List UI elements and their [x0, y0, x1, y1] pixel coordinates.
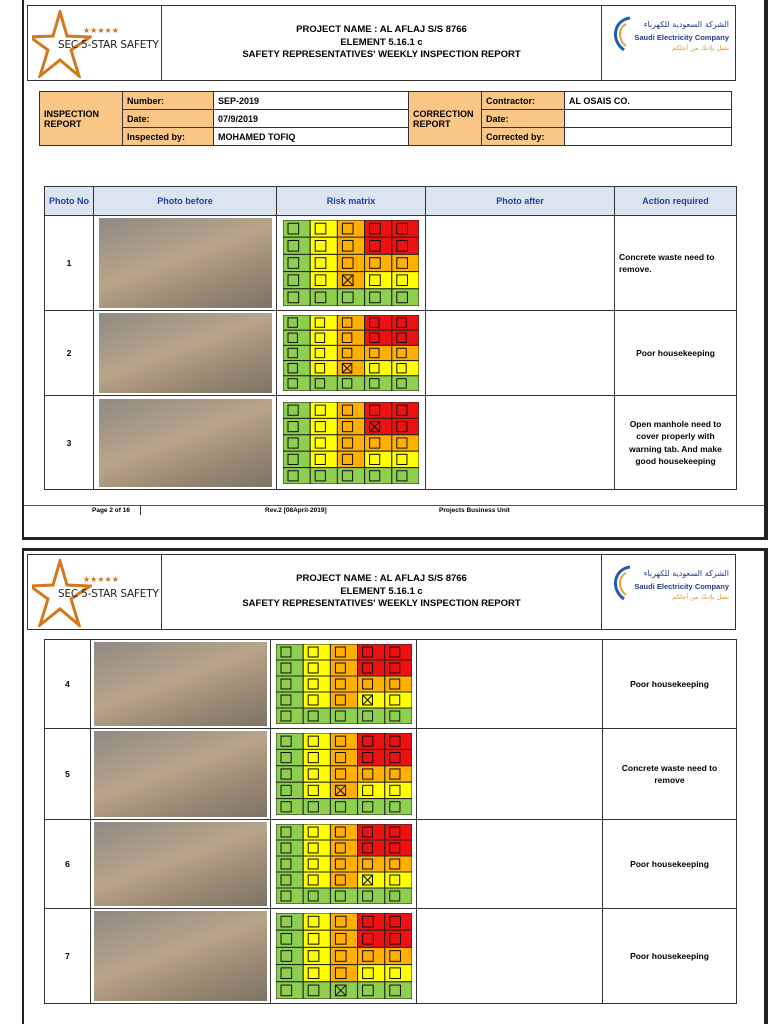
matrix-cell — [283, 330, 310, 345]
photo-before-image[interactable] — [94, 911, 267, 1001]
photo-number: 1 — [45, 216, 94, 311]
matrix-cell — [392, 330, 419, 345]
matrix-cell — [276, 749, 303, 765]
photo-before-cell — [91, 909, 271, 1004]
matrix-cell — [303, 930, 330, 947]
matrix-cell — [365, 451, 392, 467]
report-title: SAFETY REPRESENTATIVES' WEEKLY INSPECTION REPORT — [242, 598, 521, 610]
matrix-cell — [330, 660, 357, 676]
company-name-arabic: الشركة السعودية للكهرباء — [643, 20, 729, 29]
matrix-cell — [365, 361, 392, 376]
photo-before-image[interactable] — [94, 731, 267, 817]
matrix-cell — [310, 451, 337, 467]
photo-after-cell — [417, 729, 603, 820]
logo-text: SEC 5-STAR SAFETY — [58, 39, 159, 51]
action-required-text: Open manhole need to cover properly with warning tab. And make good housekeeping — [615, 396, 737, 490]
photo-number: 3 — [45, 396, 94, 490]
matrix-cell — [384, 856, 411, 872]
five-star-safety-logo — [28, 555, 162, 629]
sec-company-logo — [602, 6, 735, 80]
matrix-cell — [337, 451, 364, 467]
matrix-cell — [283, 237, 310, 254]
matrix-cell — [330, 766, 357, 782]
photo-number: 6 — [45, 820, 91, 909]
table-row — [45, 640, 737, 729]
matrix-cell — [384, 872, 411, 888]
risk-matrix-cell — [271, 729, 417, 820]
matrix-cell — [276, 692, 303, 708]
photo-number: 7 — [45, 909, 91, 1004]
matrix-cell — [357, 708, 384, 724]
matrix-cell — [392, 237, 419, 254]
correction-date-label: Date: — [482, 110, 565, 128]
photo-after-cell — [426, 216, 615, 311]
element-code: ELEMENT 5.16.1 c — [340, 36, 423, 48]
action-required-text: Poor housekeeping — [603, 909, 737, 1004]
matrix-cell — [310, 402, 337, 418]
photo-before-image[interactable] — [99, 313, 272, 393]
project-name: PROJECT NAME : AL AFLAJ S/S 8766 — [296, 24, 467, 36]
matrix-cell — [384, 824, 411, 840]
matrix-cell — [365, 330, 392, 345]
logo-stars: ★★★★★ — [83, 575, 119, 584]
matrix-cell — [310, 272, 337, 289]
matrix-cell — [384, 676, 411, 692]
matrix-cell — [330, 676, 357, 692]
matrix-cell — [384, 733, 411, 749]
matrix-cell — [337, 345, 364, 360]
report-info-table — [39, 91, 732, 146]
matrix-cell — [384, 644, 411, 660]
matrix-cell — [384, 782, 411, 798]
footer-divider — [140, 506, 141, 515]
correction-date-value — [565, 110, 732, 128]
matrix-cell — [357, 965, 384, 982]
matrix-cell — [337, 272, 364, 289]
matrix-cell — [283, 254, 310, 271]
revision: Rev.2 [08April-2019] — [265, 507, 327, 514]
matrix-cell — [276, 947, 303, 964]
company-name-english: Saudi Electricity Company — [634, 582, 729, 591]
photo-after-cell — [417, 909, 603, 1004]
photo-after-cell — [426, 396, 615, 490]
matrix-cell — [392, 315, 419, 330]
risk-matrix-cell — [277, 396, 426, 490]
matrix-cell — [330, 824, 357, 840]
matrix-cell — [392, 434, 419, 450]
matrix-cell — [365, 289, 392, 306]
matrix-cell — [384, 947, 411, 964]
matrix-cell — [330, 799, 357, 815]
matrix-cell — [384, 766, 411, 782]
matrix-cell — [303, 840, 330, 856]
photo-before-image[interactable] — [99, 399, 272, 487]
matrix-cell — [365, 418, 392, 434]
matrix-cell — [357, 947, 384, 964]
matrix-cell — [303, 749, 330, 765]
matrix-cell — [392, 418, 419, 434]
matrix-cell — [392, 220, 419, 237]
photo-after-cell — [417, 640, 603, 729]
risk-matrix-cell — [271, 640, 417, 729]
matrix-cell — [276, 824, 303, 840]
matrix-cell — [365, 315, 392, 330]
matrix-cell — [357, 749, 384, 765]
matrix-cell — [384, 840, 411, 856]
matrix-cell — [303, 692, 330, 708]
matrix-cell — [283, 289, 310, 306]
matrix-cell — [303, 982, 330, 999]
matrix-cell — [330, 692, 357, 708]
matrix-cell — [357, 872, 384, 888]
report-title-block — [162, 6, 602, 80]
matrix-cell — [384, 913, 411, 930]
logo-text: SEC 5-STAR SAFETY — [58, 588, 159, 600]
date-label: Date: — [123, 110, 214, 128]
matrix-cell — [310, 220, 337, 237]
matrix-cell — [365, 434, 392, 450]
matrix-cell — [303, 872, 330, 888]
matrix-cell — [330, 872, 357, 888]
matrix-cell — [283, 434, 310, 450]
inspection-report-label: INSPECTION REPORT — [40, 92, 123, 146]
matrix-cell — [357, 766, 384, 782]
number-value: SEP-2019 — [214, 92, 409, 110]
column-photo-before: Photo before — [94, 187, 277, 216]
matrix-cell — [384, 965, 411, 982]
risk-matrix — [276, 644, 412, 724]
matrix-cell — [357, 733, 384, 749]
matrix-cell — [357, 888, 384, 904]
contractor-label: Contractor: — [482, 92, 565, 110]
matrix-cell — [357, 913, 384, 930]
inspected-by-value: MOHAMED TOFIQ — [214, 128, 409, 146]
business-unit: Projects Business Unit — [439, 507, 510, 514]
risk-matrix — [276, 733, 412, 815]
matrix-cell — [303, 644, 330, 660]
photo-before-cell — [91, 820, 271, 909]
photo-after-cell — [426, 311, 615, 396]
matrix-cell — [392, 289, 419, 306]
matrix-cell — [384, 708, 411, 724]
correction-report-label: CORRECTION REPORT — [409, 92, 482, 146]
matrix-cell — [392, 254, 419, 271]
matrix-cell — [365, 345, 392, 360]
report-page-1 — [22, 0, 768, 540]
column-risk-matrix: Risk matrix — [277, 187, 426, 216]
matrix-cell — [330, 982, 357, 999]
action-required-text: Poor housekeeping — [615, 311, 737, 396]
matrix-cell — [303, 766, 330, 782]
matrix-cell — [365, 467, 392, 483]
report-header — [27, 5, 736, 81]
matrix-cell — [384, 930, 411, 947]
photo-number: 5 — [45, 729, 91, 820]
matrix-cell — [283, 345, 310, 360]
matrix-cell — [392, 451, 419, 467]
action-required-text: Poor housekeeping — [603, 820, 737, 909]
company-tagline: نصل بإذنك من أجلكم — [672, 44, 729, 52]
date-value: 07/9/2019 — [214, 110, 409, 128]
corrected-by-value — [565, 128, 732, 146]
risk-matrix-cell — [277, 216, 426, 311]
matrix-cell — [392, 361, 419, 376]
matrix-cell — [365, 376, 392, 391]
matrix-cell — [276, 676, 303, 692]
matrix-cell — [357, 692, 384, 708]
report-header — [27, 554, 736, 630]
matrix-cell — [276, 965, 303, 982]
company-tagline: نصل بإذنك من أجلكم — [672, 593, 729, 601]
matrix-cell — [283, 418, 310, 434]
matrix-cell — [330, 749, 357, 765]
matrix-cell — [303, 733, 330, 749]
matrix-cell — [357, 856, 384, 872]
inspected-by-label: Inspected by: — [123, 128, 214, 146]
action-required-text: Concrete waste need to remove. — [615, 216, 737, 311]
matrix-cell — [310, 434, 337, 450]
table-row — [45, 820, 737, 909]
report-title-block — [162, 555, 602, 629]
matrix-cell — [310, 254, 337, 271]
matrix-cell — [303, 913, 330, 930]
photo-before-image[interactable] — [94, 822, 267, 906]
matrix-cell — [330, 782, 357, 798]
matrix-cell — [392, 467, 419, 483]
matrix-cell — [303, 824, 330, 840]
risk-matrix-cell — [271, 820, 417, 909]
matrix-cell — [392, 376, 419, 391]
risk-matrix — [283, 402, 419, 484]
report-title: SAFETY REPRESENTATIVES' WEEKLY INSPECTION REPORT — [242, 49, 521, 61]
matrix-cell — [384, 692, 411, 708]
matrix-cell — [276, 660, 303, 676]
photo-before-image[interactable] — [94, 642, 267, 726]
matrix-cell — [283, 361, 310, 376]
matrix-cell — [337, 289, 364, 306]
report-page-2 — [22, 548, 768, 1024]
risk-matrix-cell — [277, 311, 426, 396]
photo-before-cell — [94, 396, 277, 490]
photo-before-image[interactable] — [99, 218, 272, 308]
photo-after-cell — [417, 820, 603, 909]
table-row — [45, 729, 737, 820]
corrected-by-label: Corrected by: — [482, 128, 565, 146]
matrix-cell — [330, 856, 357, 872]
table-row — [45, 216, 737, 311]
matrix-cell — [365, 237, 392, 254]
risk-matrix — [283, 220, 419, 306]
matrix-cell — [357, 982, 384, 999]
matrix-cell — [310, 315, 337, 330]
inspection-table-page-1 — [44, 186, 737, 490]
matrix-cell — [365, 254, 392, 271]
matrix-cell — [337, 361, 364, 376]
matrix-cell — [330, 888, 357, 904]
matrix-cell — [384, 888, 411, 904]
matrix-cell — [330, 913, 357, 930]
matrix-cell — [357, 782, 384, 798]
matrix-cell — [303, 708, 330, 724]
matrix-cell — [365, 272, 392, 289]
matrix-cell — [276, 766, 303, 782]
matrix-cell — [357, 660, 384, 676]
matrix-cell — [310, 237, 337, 254]
matrix-cell — [276, 708, 303, 724]
photo-before-cell — [91, 729, 271, 820]
matrix-cell — [337, 220, 364, 237]
matrix-cell — [310, 289, 337, 306]
matrix-cell — [330, 644, 357, 660]
matrix-cell — [337, 376, 364, 391]
company-name-english: Saudi Electricity Company — [634, 33, 729, 42]
matrix-cell — [337, 237, 364, 254]
company-name-arabic: الشركة السعودية للكهرباء — [643, 569, 729, 578]
matrix-cell — [357, 799, 384, 815]
risk-matrix — [276, 824, 412, 904]
matrix-cell — [310, 418, 337, 434]
matrix-cell — [330, 733, 357, 749]
matrix-cell — [276, 644, 303, 660]
matrix-cell — [276, 982, 303, 999]
matrix-cell — [357, 644, 384, 660]
matrix-cell — [357, 840, 384, 856]
column-photo-no: Photo No — [45, 187, 94, 216]
matrix-cell — [283, 402, 310, 418]
matrix-cell — [310, 376, 337, 391]
matrix-cell — [357, 824, 384, 840]
photo-number: 4 — [45, 640, 91, 729]
matrix-cell — [365, 220, 392, 237]
matrix-cell — [283, 451, 310, 467]
matrix-cell — [384, 799, 411, 815]
matrix-cell — [384, 749, 411, 765]
matrix-cell — [276, 913, 303, 930]
logo-stars: ★★★★★ — [83, 26, 119, 35]
number-label: Number: — [123, 92, 214, 110]
matrix-cell — [276, 888, 303, 904]
action-required-text: Concrete waste need to remove — [603, 729, 737, 820]
matrix-cell — [303, 676, 330, 692]
matrix-cell — [283, 272, 310, 289]
matrix-cell — [392, 272, 419, 289]
element-code: ELEMENT 5.16.1 c — [340, 585, 423, 597]
column-photo-after: Photo after — [426, 187, 615, 216]
matrix-cell — [310, 467, 337, 483]
matrix-cell — [310, 330, 337, 345]
sec-company-logo — [602, 555, 735, 629]
matrix-cell — [283, 467, 310, 483]
matrix-cell — [337, 467, 364, 483]
photo-before-cell — [94, 216, 277, 311]
matrix-cell — [337, 254, 364, 271]
matrix-cell — [276, 733, 303, 749]
matrix-cell — [392, 345, 419, 360]
matrix-cell — [357, 930, 384, 947]
matrix-cell — [330, 930, 357, 947]
column-action-required: Action required — [615, 187, 737, 216]
project-name: PROJECT NAME : AL AFLAJ S/S 8766 — [296, 573, 467, 585]
risk-matrix-cell — [271, 909, 417, 1004]
photo-before-cell — [94, 311, 277, 396]
photo-number: 2 — [45, 311, 94, 396]
action-required-text: Poor housekeeping — [603, 640, 737, 729]
inspection-table-page-2 — [44, 639, 737, 1004]
matrix-cell — [337, 418, 364, 434]
matrix-cell — [283, 315, 310, 330]
page-footer — [24, 505, 764, 514]
matrix-cell — [276, 930, 303, 947]
photo-before-cell — [91, 640, 271, 729]
page-number: Page 2 of 16 — [92, 507, 130, 514]
matrix-cell — [276, 782, 303, 798]
matrix-cell — [303, 799, 330, 815]
matrix-cell — [303, 888, 330, 904]
matrix-cell — [330, 947, 357, 964]
matrix-cell — [303, 782, 330, 798]
matrix-cell — [330, 840, 357, 856]
table-row — [45, 396, 737, 490]
matrix-cell — [357, 676, 384, 692]
matrix-cell — [392, 402, 419, 418]
matrix-cell — [303, 947, 330, 964]
matrix-cell — [337, 330, 364, 345]
matrix-cell — [384, 982, 411, 999]
matrix-cell — [337, 315, 364, 330]
matrix-cell — [330, 965, 357, 982]
matrix-cell — [330, 708, 357, 724]
matrix-cell — [303, 856, 330, 872]
matrix-cell — [283, 220, 310, 237]
matrix-cell — [283, 376, 310, 391]
five-star-safety-logo — [28, 6, 162, 80]
matrix-cell — [310, 361, 337, 376]
matrix-cell — [310, 345, 337, 360]
matrix-cell — [337, 434, 364, 450]
risk-matrix — [276, 913, 412, 999]
matrix-cell — [365, 402, 392, 418]
table-row — [45, 909, 737, 1004]
matrix-cell — [276, 799, 303, 815]
matrix-cell — [276, 872, 303, 888]
matrix-cell — [303, 660, 330, 676]
matrix-cell — [276, 840, 303, 856]
contractor-value: AL OSAIS CO. — [565, 92, 732, 110]
matrix-cell — [276, 856, 303, 872]
table-row — [45, 311, 737, 396]
matrix-cell — [303, 965, 330, 982]
matrix-cell — [337, 402, 364, 418]
risk-matrix — [283, 315, 419, 391]
matrix-cell — [384, 660, 411, 676]
